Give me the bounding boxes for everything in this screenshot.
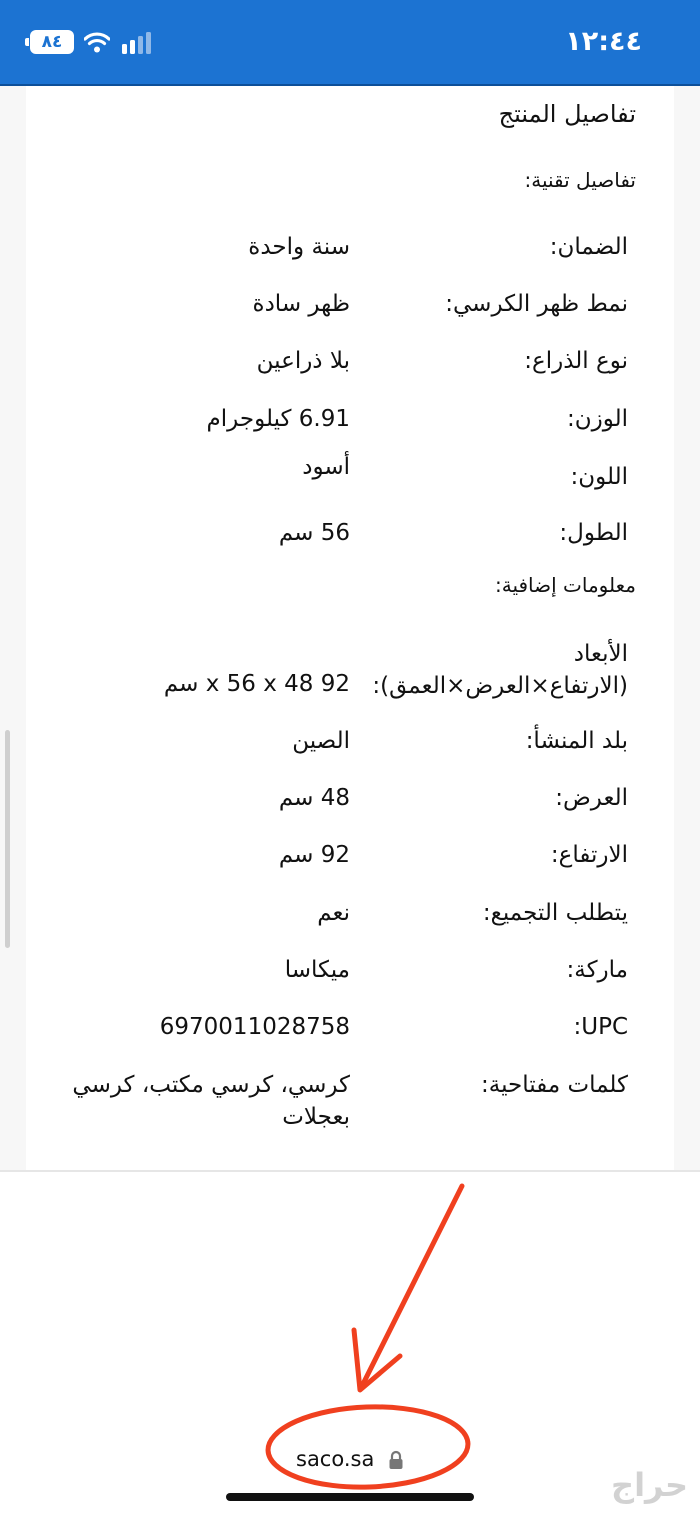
cellular-signal-icon: [122, 32, 152, 54]
arm-type-value: بلا ذراعين: [256, 348, 350, 374]
length-label: الطول:: [559, 520, 628, 546]
dimensions-value: 92 x 56 x 48 سم: [163, 671, 350, 697]
height-value: 92 سم: [278, 842, 350, 868]
annotation-arrow: [340, 1180, 480, 1400]
home-indicator[interactable]: [226, 1493, 474, 1501]
width-label: العرض:: [555, 785, 628, 811]
warranty-value: سنة واحدة: [248, 234, 350, 260]
assembly-required-label: يتطلب التجميع:: [482, 900, 628, 926]
lock-icon: [388, 1450, 404, 1470]
weight-label: الوزن:: [566, 406, 628, 432]
length-value: 56 سم: [278, 520, 350, 546]
dimensions-label: الأبعاد (الارتفاع×العرض×العمق):: [372, 641, 628, 699]
weight-value: 6.91 كيلوجرام: [206, 406, 350, 432]
additional-info-heading: معلومات إضافية:: [495, 573, 636, 597]
brand-label: ماركة:: [566, 957, 628, 983]
page-margin-left: [0, 86, 26, 1170]
wifi-icon: [84, 30, 110, 54]
battery-level: ٨٤: [41, 32, 63, 52]
chair-back-style-label: نمط ظهر الكرسي:: [445, 291, 628, 317]
arm-type-label: نوع الذراع:: [524, 348, 628, 374]
warranty-label: الضمان:: [549, 234, 628, 260]
assembly-required-value: نعم: [317, 900, 350, 926]
upc-label: UPC:: [573, 1014, 628, 1040]
page-margin-right: [674, 86, 700, 1170]
color-label: اللون:: [570, 464, 628, 490]
status-time: ١٢:٤٤: [565, 26, 642, 57]
color-value: أسود: [302, 454, 350, 480]
keywords-label: كلمات مفتاحية:: [481, 1072, 628, 1098]
scrollbar[interactable]: [5, 730, 10, 948]
status-bar: [0, 0, 700, 86]
technical-details-heading: تفاصيل تقنية:: [524, 168, 636, 192]
width-value: 48 سم: [278, 785, 350, 811]
watermark-logo: حراج: [611, 1466, 688, 1504]
battery-icon: [30, 30, 74, 54]
country-of-origin-value: الصين: [292, 728, 350, 754]
address-bar-url[interactable]: saco.sa: [296, 1447, 375, 1471]
upc-value: 6970011028758: [159, 1014, 350, 1040]
page-title: تفاصيل المنتج: [498, 100, 636, 128]
keywords-value: كرسي، كرسي مكتب، كرسي بعجلات: [72, 1072, 350, 1130]
height-label: الارتفاع:: [550, 842, 628, 868]
brand-value: ميكاسا: [284, 957, 350, 983]
chair-back-style-value: ظهر سادة: [252, 291, 350, 317]
country-of-origin-label: بلد المنشأ:: [525, 728, 628, 754]
